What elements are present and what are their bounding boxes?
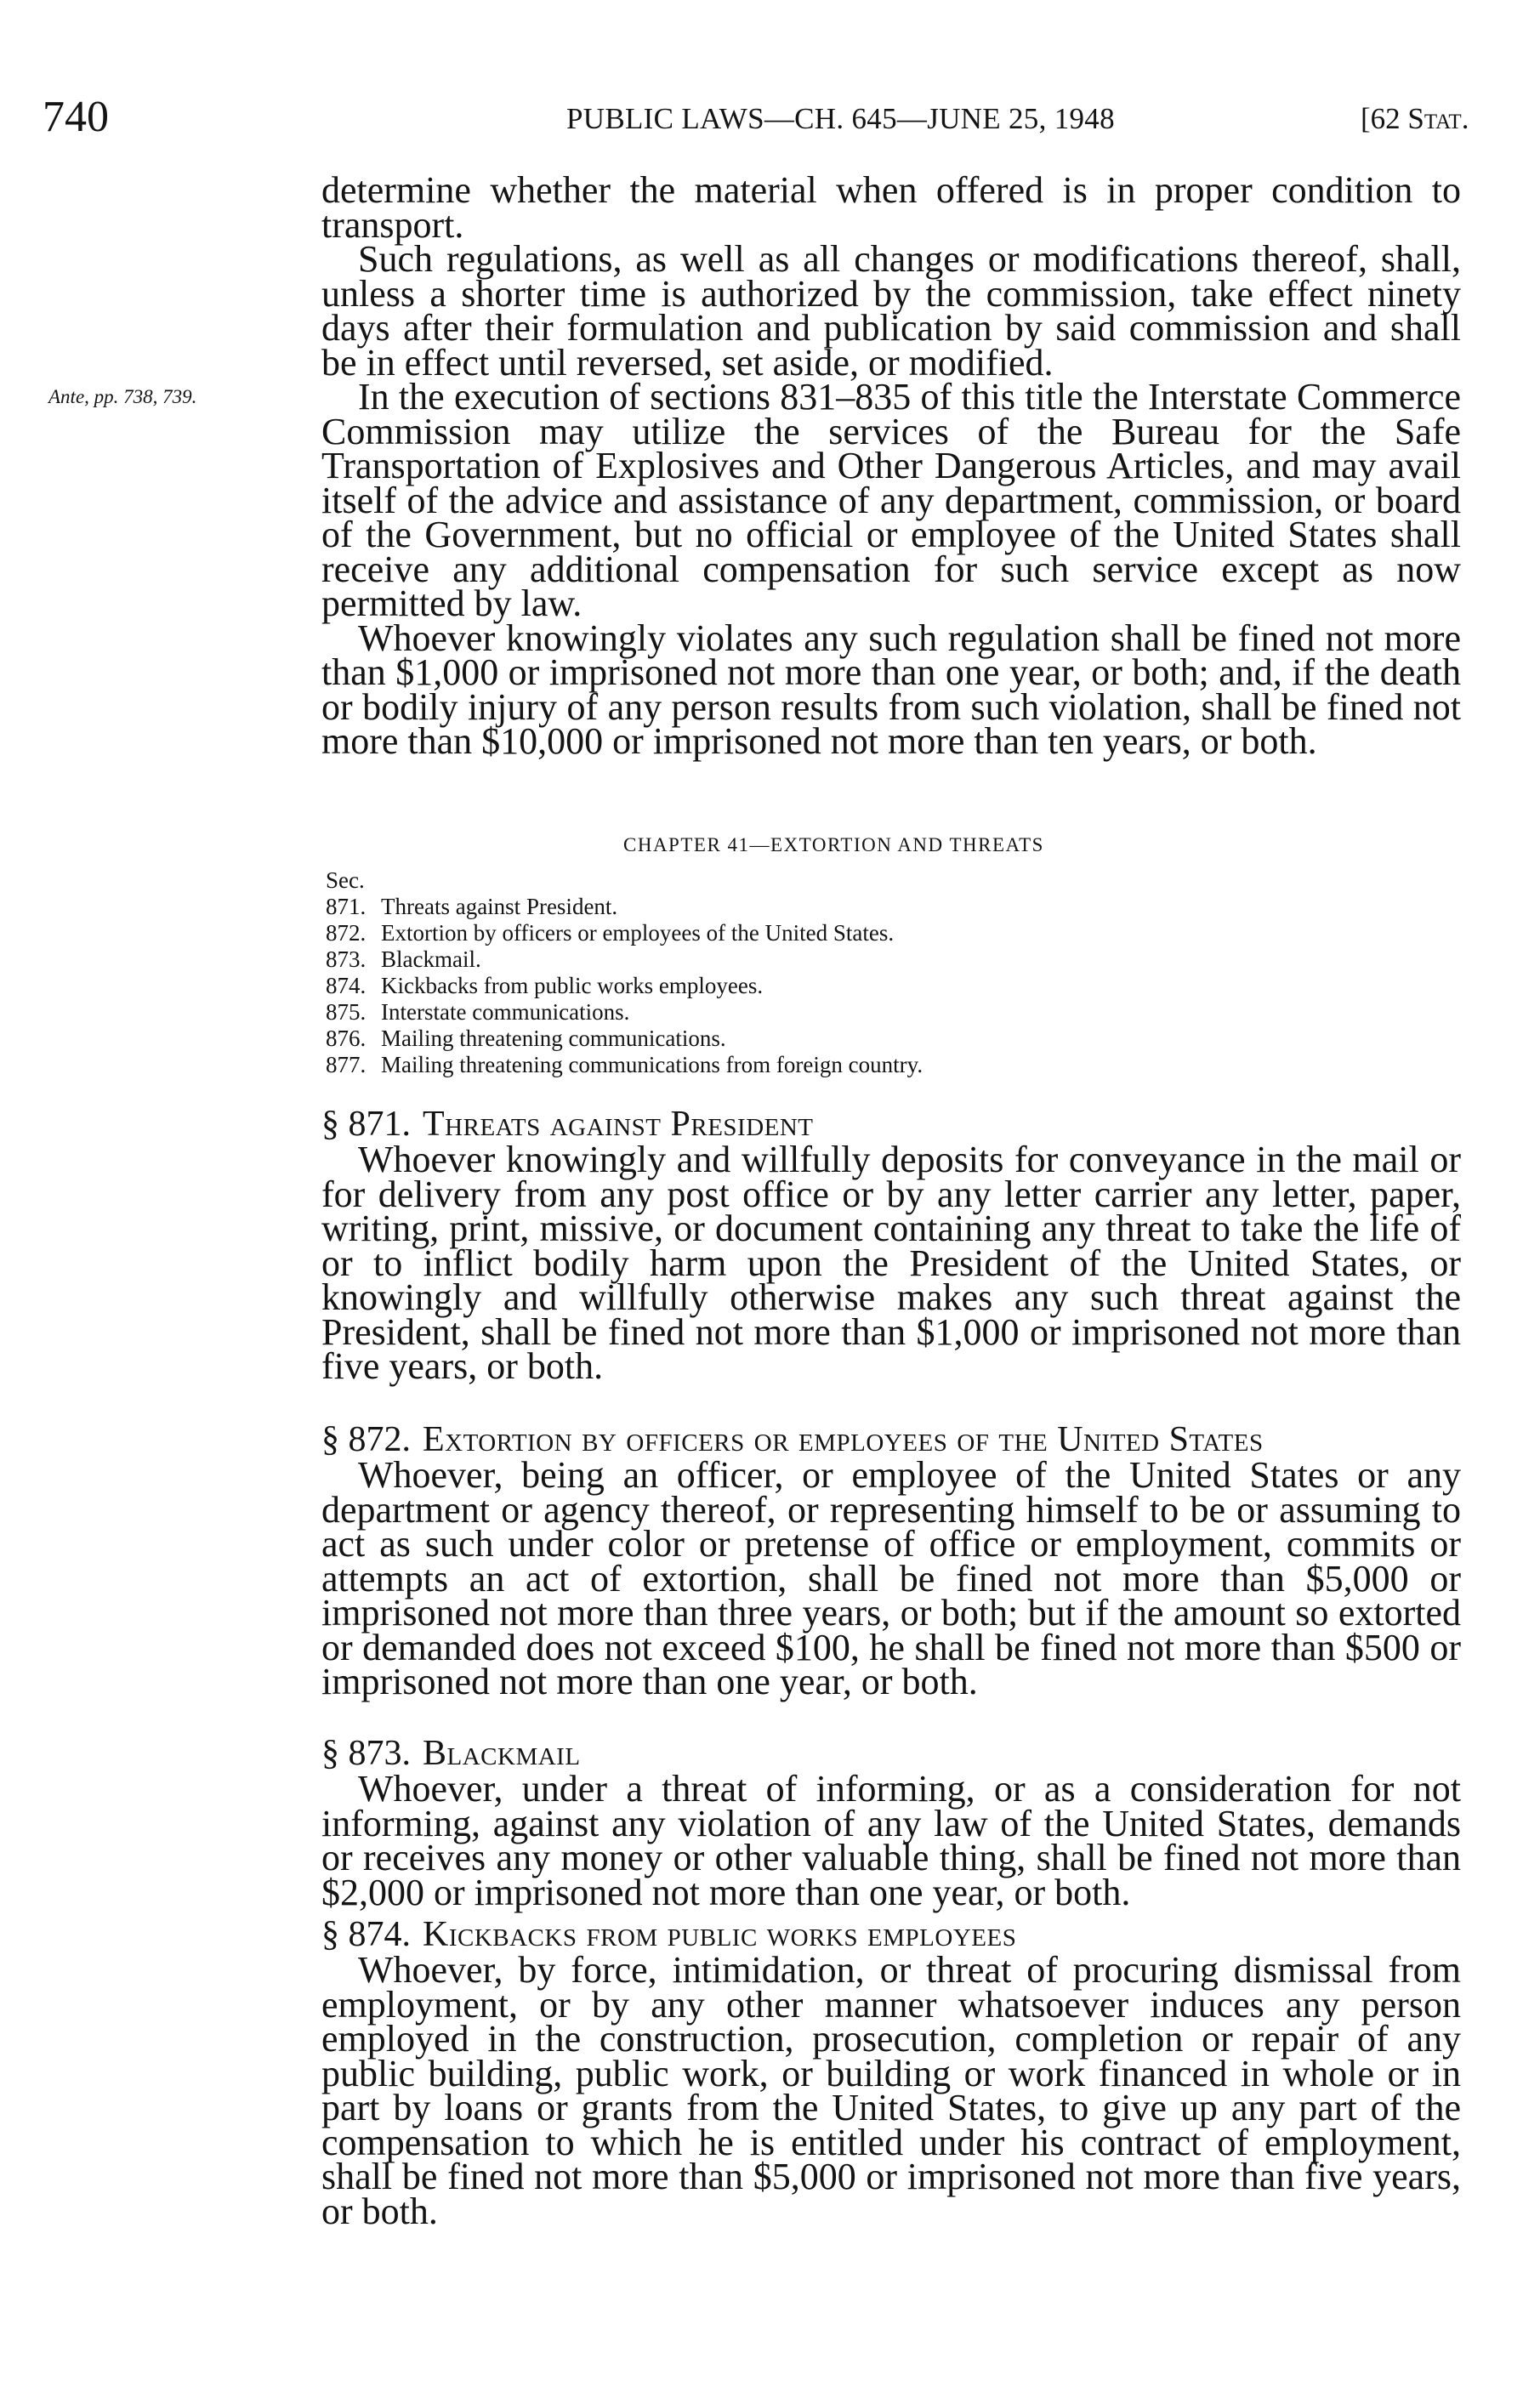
toc-item-title: Blackmail.	[381, 946, 481, 972]
page-number: 740	[43, 93, 109, 141]
section-heading	[321, 1421, 1461, 1458]
toc-item	[326, 1052, 923, 1078]
toc-item	[326, 973, 923, 999]
section-872	[321, 1421, 1461, 1700]
section-title: Kickbacks from public works employees	[423, 1915, 1017, 1954]
paragraph-continuation: determine whether the material when offered is in proper condition to transport.	[321, 169, 1461, 246]
section-874	[321, 1915, 1461, 2232]
volume-statute: Stat.	[1407, 102, 1469, 135]
volume-citation	[1361, 104, 1469, 134]
toc-item	[326, 946, 923, 973]
section-text: Whoever, under a threat of informing, or as a consideration for not informing, against any violation of any law of the United States, demands or receives any money or other valuable thing, shall be fined not more than $2,000 or imprisoned not more than one year, or both.	[321, 1768, 1461, 1913]
toc-item-title: Extortion by officers or employees of the United States.	[381, 920, 895, 946]
chapter-heading: CHAPTER 41—EXTORTION AND THREATS	[623, 834, 1044, 855]
running-head: PUBLIC LAWS—CH. 645—JUNE 25, 1948	[566, 102, 1115, 135]
section-title: Threats against President	[423, 1105, 814, 1144]
toc-item-number: 873.	[326, 946, 367, 972]
volume-prefix: [62	[1361, 102, 1408, 135]
section-text: Whoever knowingly and willfully deposits for conveyance in the mail or for delivery from any post office or by any letter carrier any letter, paper, writing, print, missive, or document containing any threat to take the life of or to inflict bodily harm upon the President of the United States, or knowingly and willfully otherwise makes any such threat against the President, shall be fined not more than $1,000 or imprisoned not more than five years, or both.	[321, 1139, 1461, 1387]
section-number: § 872.	[321, 1420, 411, 1459]
toc-item-title: Kickbacks from public works employees.	[381, 973, 764, 998]
toc-item-number: 872.	[326, 920, 367, 946]
section-873	[321, 1734, 1461, 1913]
toc-item-number: 871.	[326, 894, 367, 919]
toc-sec-label: Sec.	[326, 867, 365, 893]
toc-item-title: Threats against President.	[381, 894, 618, 919]
section-871	[321, 1105, 1461, 1387]
section-number: § 873.	[321, 1734, 411, 1773]
section-text: Whoever, being an officer, or employee of the United States or any department or agency thereof, or representing himself to be or assuming to act as such under color or pretense of office or employment, commits or attempts an act of extortion, shall be fined not more than $5,000 or imprisoned not more than three years, or both; but if the amount so extorted or demanded does not exceed $100, he shall be fined not more than $500 or imprisoned not more than one year, or both.	[321, 1454, 1461, 1702]
toc-item-number: 874.	[326, 973, 367, 998]
top-text-block	[321, 169, 1461, 762]
paragraph-penalty: Whoever knowingly violates any such regulation shall be fined not more than $1,000 or imprisoned not more than one year, or both; and, if the death or bodily injury of any person results from such violation, shall be fined not more than $10,000 or imprisoned not more than ten years, or both.	[321, 617, 1461, 762]
toc-item-title: Mailing threatening communications.	[381, 1026, 726, 1051]
section-heading	[321, 1916, 1461, 1953]
margin-note: Ante, pp. 738, 739.	[48, 386, 197, 407]
section-number: § 871.	[321, 1105, 411, 1144]
toc-item-title: Interstate communications.	[381, 999, 630, 1025]
toc-item	[326, 999, 923, 1026]
section-number: § 874.	[321, 1915, 411, 1954]
toc-item	[326, 894, 923, 920]
toc-item-title: Mailing threatening communications from foreign country.	[381, 1052, 923, 1077]
paragraph-execution: In the execution of sections 831–835 of this title the Interstate Commerce Commission may utilize the services of the Bureau for the Safe Transportation of Explosives and Other Dangerous Articles, and may avail itself of the advice and assistance of any department, commission, or board of the Government, but no official or employee of the United States shall receive any additional compensation for such service except as now permitted by law.	[321, 376, 1461, 624]
section-text: Whoever, by force, intimidation, or threat of procuring dismissal from employment, or by any other manner whatsoever induces any person employed in the construction, prosecution, completion or repair of any public building, public work, or building or work financed in whole or in part by loans or grants from the United States, to give up any part of the compensation to which he is entitled under his contract of employment, shall be fined not more than $5,000 or imprisoned not more than five years, or both.	[321, 1949, 1461, 2232]
table-of-sections	[326, 867, 923, 1078]
section-heading	[321, 1735, 1461, 1772]
toc-item-number: 876.	[326, 1026, 367, 1051]
toc-item	[326, 920, 923, 946]
section-heading	[321, 1105, 1461, 1143]
toc-item-number: 877.	[326, 1052, 367, 1077]
section-title: Blackmail	[423, 1734, 581, 1773]
paragraph-regulations: Such regulations, as well as all changes or modifications thereof, shall, unless a shorter time is authorized by the commission, take effect ninety days after their formulation and publication by said commission and shall be in effect until reversed, set aside, or modified.	[321, 238, 1461, 384]
toc-item-number: 875.	[326, 999, 367, 1025]
section-title: Extortion by officers or employees of the United States	[423, 1420, 1264, 1459]
toc-item	[326, 1026, 923, 1052]
